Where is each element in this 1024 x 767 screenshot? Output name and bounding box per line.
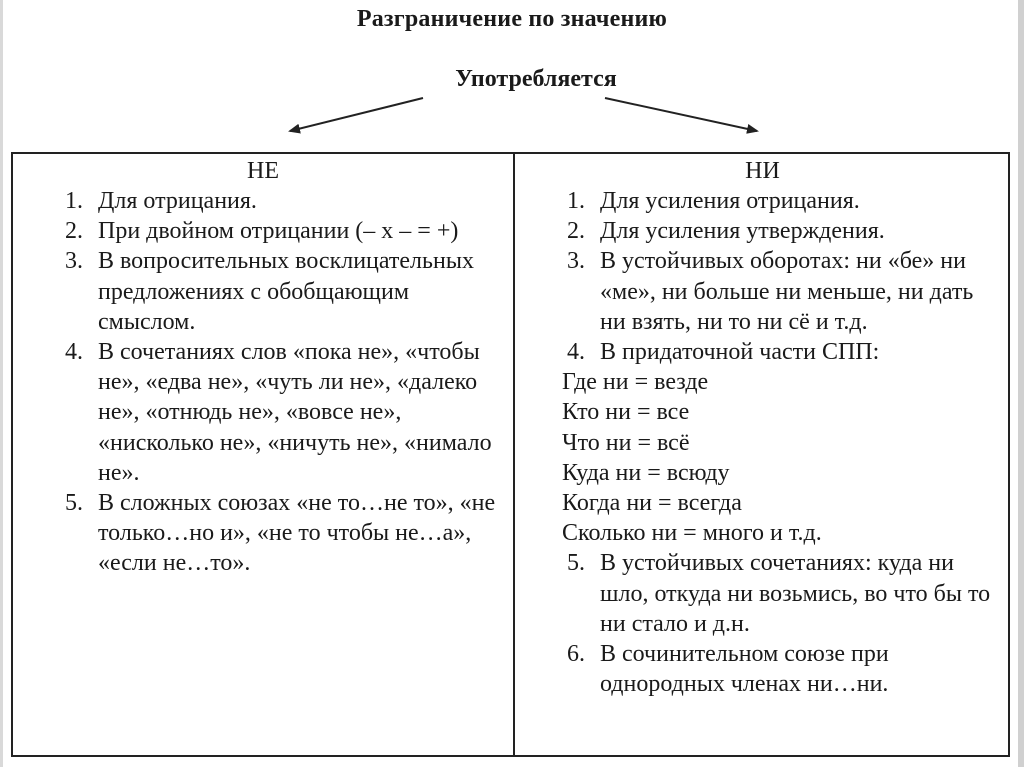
- list-item: [515, 186, 1010, 216]
- item-number: 3.: [567, 248, 585, 275]
- item-text: В сложных союзах «не то…не то», «не только…но и», «не то чтобы не…а», «если не…то».: [98, 490, 496, 577]
- list-item: [13, 216, 513, 246]
- spp-example: Кто ни = все: [562, 399, 690, 426]
- item-text: Для усиления утверждения.: [600, 218, 885, 245]
- left-arrow: [290, 98, 423, 131]
- item-number: 4.: [65, 339, 83, 366]
- spp-example: Куда ни = всюду: [562, 459, 730, 486]
- spp-example: Где ни = везде: [562, 369, 709, 396]
- item-text: Для отрицания.: [98, 188, 257, 214]
- item-text: В сочетаниях слов «пока не», «чтобы не», «едва не», «чуть ли не», «далеко не», «отнюдь не», «вовсе не», «нисколько не», «ничуть не», «нимало не».: [98, 339, 492, 486]
- item-number: 5.: [567, 550, 585, 577]
- item-text: При двойном отрицании (– х – = +): [98, 218, 459, 245]
- ni-column: [515, 154, 1010, 699]
- spp-example: Что ни = всё: [562, 429, 690, 456]
- item-text: В придаточной части СПП:: [600, 339, 880, 366]
- list-item: [13, 186, 513, 216]
- spp-example: Когда ни = всегда: [562, 490, 742, 517]
- item-text: Для усиления отрицания.: [600, 188, 860, 214]
- item-number: 2.: [567, 218, 585, 245]
- ne-column: [13, 154, 513, 579]
- subtitle: Употребляется: [455, 66, 617, 92]
- comparison-table: [11, 152, 1010, 757]
- list-item: [13, 337, 513, 488]
- right-arrow: [605, 98, 757, 131]
- item-number: 5.: [65, 490, 83, 517]
- item-text: В сочинительном союзе при однородных членах ни…ни.: [600, 641, 889, 698]
- item-number: 3.: [65, 248, 83, 275]
- item-number: 2.: [65, 218, 83, 245]
- item-number: 1.: [65, 188, 83, 214]
- page-title: Разграничение по значению: [356, 6, 668, 32]
- item-text: В вопросительных восклицательных предложениях с обобщающим смыслом.: [98, 248, 474, 335]
- item-number: 6.: [567, 641, 585, 668]
- item-text: В устойчивых сочетаниях: куда ни шло, откуда ни возьмись, во что бы то ни стало и д.н.: [600, 550, 991, 637]
- list-item: [515, 216, 1010, 246]
- list-item: [515, 246, 1010, 337]
- item-number: 4.: [567, 339, 585, 366]
- list-item: [515, 337, 1010, 367]
- item-text: В устойчивых оборотах: ни «бе» ни «ме», ни больше ни меньше, ни дать ни взять, ни то ни сё и т.д.: [600, 248, 974, 335]
- ne-column-header: НЕ: [247, 158, 279, 184]
- spp-example: Сколько ни = много и т.д.: [562, 520, 822, 547]
- list-item: [515, 548, 1010, 639]
- list-item: [13, 246, 513, 337]
- list-item: [13, 488, 513, 579]
- item-number: 1.: [567, 188, 585, 214]
- ni-column-header: НИ: [745, 158, 780, 184]
- list-item: [515, 639, 1010, 699]
- branch-arrows: [0, 0, 1024, 160]
